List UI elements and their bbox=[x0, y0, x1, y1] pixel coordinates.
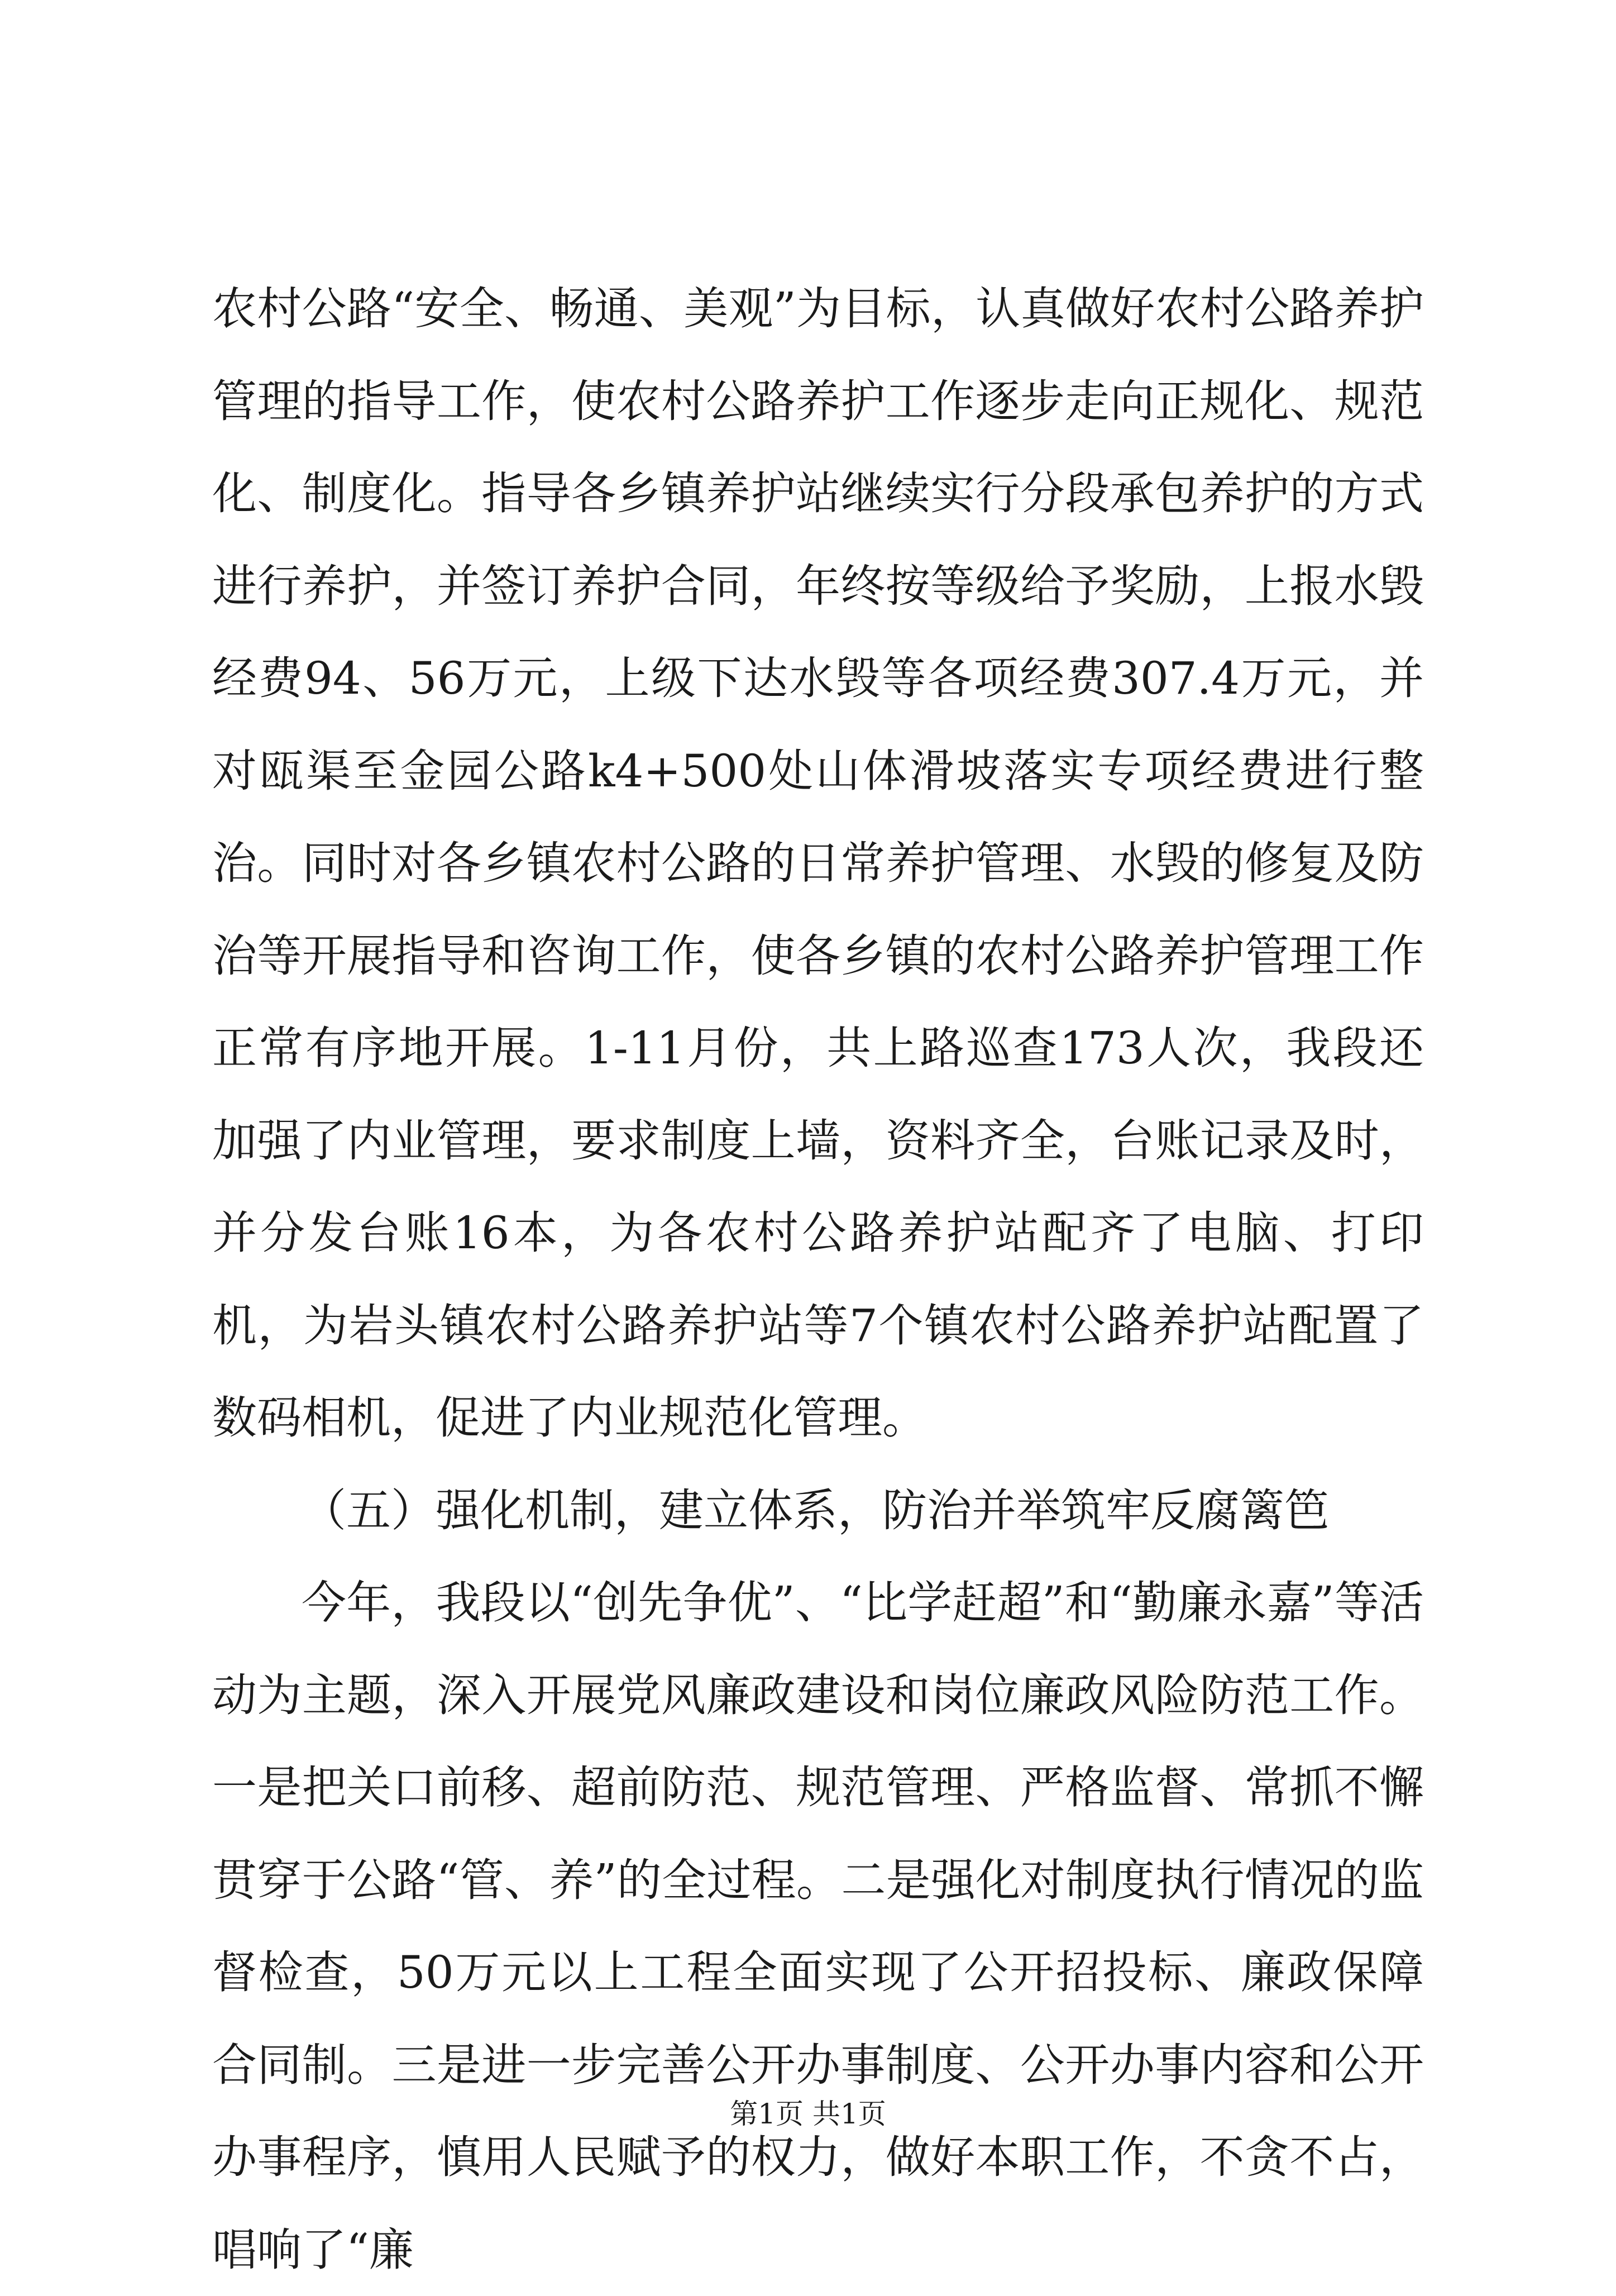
page-footer: 第1页 共1页 bbox=[730, 2098, 886, 2130]
paragraph-section-body: 今年，我段以“创先争优”、“比学赶超”和“勤廉永嘉”等活动为主题，深入开展党风廉政建设和岗位廉政风险防范工作。一是把关口前移、超前防范、规范管理、严格监督、常抓不懈贯穿于公路“管、养”的全过程。二是强化对制度执行情况的监督检查，50万元以上工程全面实现了公开招投标、廉政保障合同制。三是进一步完善公开办事制度、公开办事内容和公开办事程序，慎用人民赋予的权力，做好本职工作，不贪不占，唱响了“廉 bbox=[212, 1577, 1424, 2276]
paragraph-continuation: 农村公路“安全、畅通、美观”为目标，认真做好农村公路养护管理的指导工作，使农村公路养护工作逐步走向正规化、规范化、制度化。指导各乡镇养护站继续实行分段承包养护的方式进行养护，并签订养护合同，年终按等级给予奖励，上报水毁经费94、56万元，上级下达水毁等各项经费307.4万元，并对瓯渠至金园公路k4+500处山体滑坡落实专项经费进行整治。同时对各乡镇农村公路的日常养护管理、水毁的修复及防治等开展指导和咨询工作，使各乡镇的农村公路养护管理工作正常有序地开展。1-11月份，共上路巡查173人次，我段还加强了内业管理，要求制度上墙，资料齐全，台账记录及时，并分发台账16本，为各农村公路养护站配齐了电脑、打印机，为岩头镇农村公路养护站等7个镇农村公路养护站配置了数码相机，促进了内业规范化管理。 bbox=[212, 283, 1424, 1444]
section-heading: （五）强化机制，建立体系，防治并举筑牢反腐篱笆 bbox=[302, 1484, 1329, 1536]
document-body bbox=[212, 262, 1424, 2296]
